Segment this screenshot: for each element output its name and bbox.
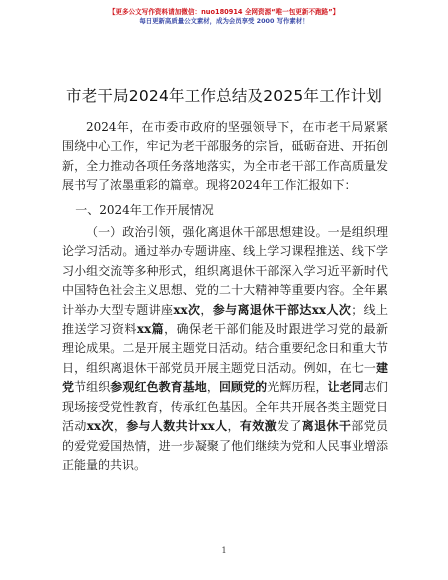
promo-banner-line1: 【更多公文写作资料请加微信：nuo180914 全网资源“唯一包更新不跑路”】 — [108, 8, 340, 16]
document-body — [62, 118, 388, 475]
bold-run: xx篇 — [136, 322, 165, 337]
text-run: ， — [227, 419, 240, 434]
text-run: （一）政治引领，强化离退休干部思想建设。一是组织理论学习活动。通过举办专题讲座、线上学习课程推送、线下学习小组交流等多种形式，组织离退休干部深入学习近平新时代中国特色社会主义思想、党的二十大精神等重要内容。全年累计举办大型专题讲座 — [62, 225, 388, 317]
bold-run: 离退休干 — [301, 419, 352, 434]
bold-run: 参与人数共计xx人 — [126, 419, 228, 434]
text-run: ， — [206, 380, 219, 395]
text-run: 发了 — [276, 419, 302, 434]
document-title: 市老干局2024年工作总结及2025年工作计划 — [66, 87, 382, 105]
promo-banner-line2: 每日更新高质量公文素材，成为会员享受 2000 写作素材！ — [139, 17, 309, 25]
text-run: 部党员的爱党爱国热情，进一步凝聚了他们继续为党和人民事业增添正能量的共识。 — [62, 419, 388, 472]
bold-run: 有效激 — [239, 419, 277, 434]
bold-run: 参观红色教育基地 — [110, 380, 207, 395]
bold-run: 建党 — [62, 360, 388, 395]
text-run: 志们现场接受党性教育，传承红色基因。全年共开展各类主题党日活动 — [62, 380, 388, 434]
bold-run: 让老同 — [327, 380, 364, 395]
bold-run: xx次 — [173, 302, 201, 317]
intro-paragraph: 2024年，在市委市政府的坚强领导下，在市老干局紧紧围绕中心工作，牢记为老干部服务的宗旨，砥砺奋进、开拓创新，全力推动各项任务落地落实，为全市老干部工作高质量发展书写了浓墨重彩的篇章。现将2024年工作汇报如下： — [62, 120, 388, 193]
text-run: ；线上推送学习资料 — [62, 302, 388, 337]
text-run: ， — [200, 302, 213, 317]
text-run: ， — [113, 419, 127, 434]
paragraph-political-guidance — [62, 223, 388, 475]
text-run: ，确保老干部们能及时跟进学习党的最新理论成果。二是开展主题党日活动。结合重要纪念日和重大节日，组织离退休干部党员开展主题党日活动。例如，在七一 — [62, 322, 388, 375]
section-heading-1: 一、2024年工作开展情况 — [75, 202, 214, 217]
bold-run: 参与离退休干部达xx人次 — [212, 302, 352, 317]
bold-run: 回顾党的 — [218, 380, 268, 395]
text-run: 节组织 — [74, 380, 111, 395]
page-number: 1 — [221, 546, 227, 555]
text-run: 光辉历程， — [267, 380, 328, 395]
bold-run: xx次 — [86, 419, 114, 434]
promo-banner — [0, 8, 448, 26]
